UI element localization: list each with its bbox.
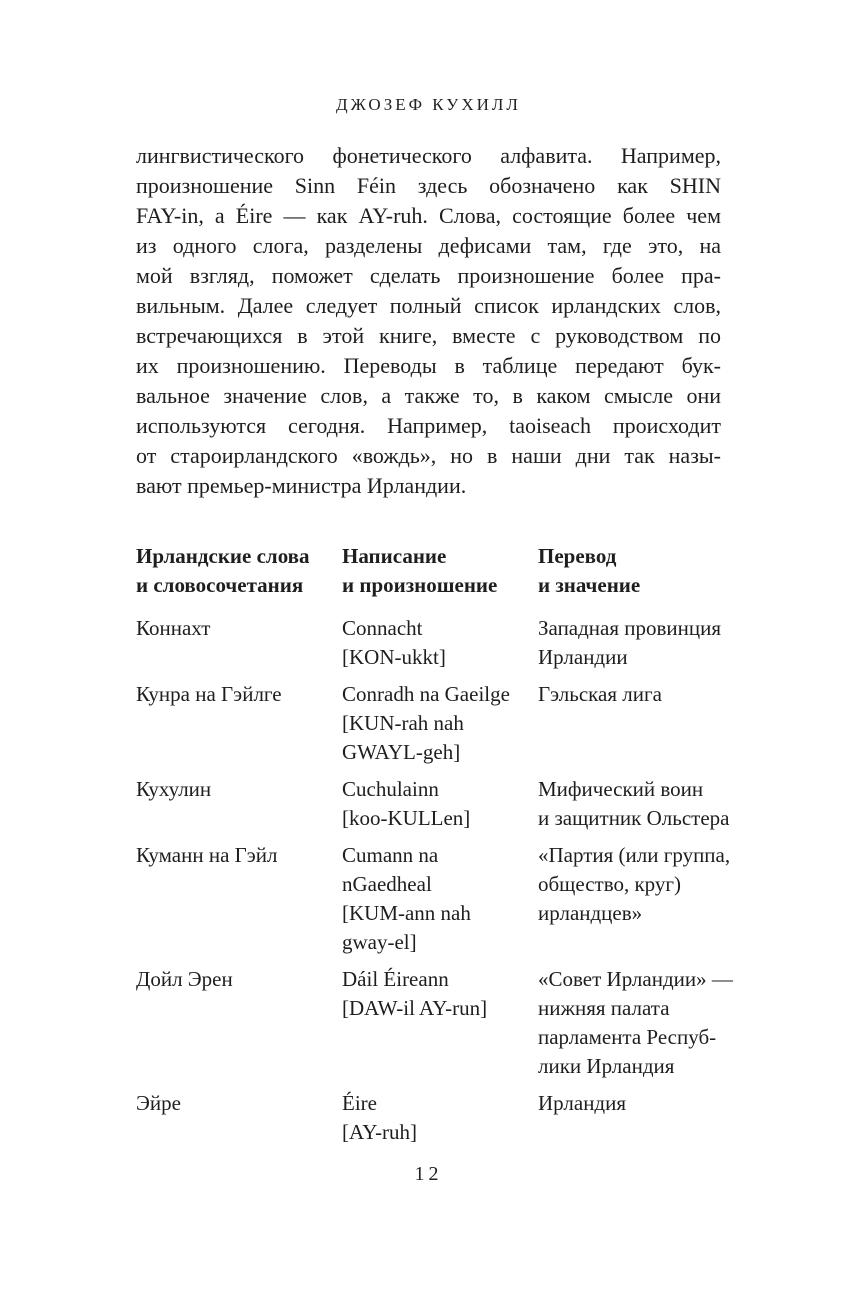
- cell-line: Кунра на Гэйлге: [136, 682, 282, 706]
- paragraph-line: их произношению. Переводы в таблице передают бук-: [136, 353, 721, 378]
- cell-line: [koo-KULLen]: [342, 806, 471, 830]
- page-number: 12: [414, 1163, 443, 1185]
- cell-line: Cuchulainn: [342, 777, 439, 801]
- cell-line: Ирландские слова: [136, 544, 310, 568]
- cell-line: «Партия (или группа,: [538, 843, 731, 867]
- cell-line: лики Ирландия: [538, 1054, 675, 1078]
- cell-line: Conradh na Gaeilge: [342, 682, 510, 706]
- cell-line: Éire: [342, 1091, 377, 1115]
- cell-line: GWAYL-geh]: [342, 740, 461, 764]
- term-cell: [136, 775, 342, 833]
- cell-line: нижняя палата: [538, 996, 670, 1020]
- paragraph-line: вальное значение слов, а также то, в каком смысле они: [136, 383, 721, 408]
- running-head: ДЖОЗЕФ КУХИЛЛ: [336, 95, 521, 114]
- cell-line: Написание: [342, 544, 447, 568]
- cell-line: «Совет Ирландии» —: [538, 967, 733, 991]
- paragraph-line: используются сегодня. Например, taoiseach происходит: [136, 413, 721, 438]
- cell-line: парламента Респуб-: [538, 1025, 717, 1049]
- paragraph-line: мой взгляд, поможет сделать произношение более пра-: [136, 263, 721, 288]
- table-row: [136, 614, 736, 672]
- meaning-cell: [538, 680, 736, 767]
- spelling-cell: [342, 841, 538, 957]
- cell-line: Кухулин: [136, 777, 212, 801]
- cell-line: Connacht: [342, 616, 423, 640]
- table-row: [136, 1089, 736, 1147]
- table-header-row: [136, 542, 736, 600]
- meaning-cell: [538, 614, 736, 672]
- cell-line: Эйре: [136, 1091, 181, 1115]
- cell-line: и произношение: [342, 573, 498, 597]
- spelling-cell: [342, 775, 538, 833]
- table-row: [136, 841, 736, 957]
- cell-line: Ирландии: [538, 645, 628, 669]
- header-cell-spelling: [342, 542, 538, 600]
- paragraph-line: из одного слога, разделены дефисами там, где это, на: [136, 233, 721, 258]
- term-cell: [136, 841, 342, 957]
- cell-line: и значение: [538, 573, 641, 597]
- meaning-cell: [538, 1089, 736, 1147]
- cell-line: Дойл Эрен: [136, 967, 233, 991]
- cell-line: Западная провинция: [538, 616, 722, 640]
- spelling-cell: [342, 614, 538, 672]
- meaning-cell: [538, 775, 736, 833]
- cell-line: Ирландия: [538, 1091, 627, 1115]
- cell-line: [KUM-ann nah: [342, 901, 471, 925]
- cell-line: Dáil Éireann: [342, 967, 449, 991]
- table-row: [136, 775, 736, 833]
- header-cell-irish-words: [136, 542, 342, 600]
- body-paragraph: [136, 141, 721, 501]
- paragraph-line: вильным. Далее следует полный список ирландских слов,: [136, 293, 721, 318]
- cell-line: [AY-ruh]: [342, 1120, 418, 1144]
- cell-line: gway-el]: [342, 930, 417, 954]
- cell-line: Куманн на Гэйл: [136, 843, 278, 867]
- paragraph-line: лингвистического фонетического алфавита. Например,: [136, 143, 721, 168]
- cell-line: Cumann na: [342, 843, 439, 867]
- paragraph-line: встречающихся в этой книге, вместе с руководством по: [136, 323, 721, 348]
- cell-line: общество, круг): [538, 872, 682, 896]
- cell-line: Перевод: [538, 544, 617, 568]
- cell-line: Коннахт: [136, 616, 211, 640]
- cell-line: nGaedheal: [342, 872, 432, 896]
- cell-line: [KON-ukkt]: [342, 645, 446, 669]
- paragraph-line: вают премьер-министра Ирландии.: [136, 473, 467, 498]
- meaning-cell: [538, 841, 736, 957]
- term-cell: [136, 965, 342, 1081]
- term-cell: [136, 1089, 342, 1147]
- cell-line: Мифический воин: [538, 777, 704, 801]
- cell-line: [KUN-rah nah: [342, 711, 464, 735]
- term-cell: [136, 680, 342, 767]
- cell-line: и словосочетания: [136, 573, 304, 597]
- spelling-cell: [342, 1089, 538, 1147]
- header-cell-meaning: [538, 542, 736, 600]
- term-cell: [136, 614, 342, 672]
- paragraph-line: от староирландского «вождь», но в наши дни так назы-: [136, 443, 721, 468]
- cell-line: ирландцев»: [538, 901, 643, 925]
- cell-line: [DAW-il AY-run]: [342, 996, 488, 1020]
- cell-line: и защитник Ольстера: [538, 806, 730, 830]
- meaning-cell: [538, 965, 736, 1081]
- spelling-cell: [342, 965, 538, 1081]
- paragraph-line: произношение Sinn Féin здесь обозначено как SHIN: [136, 173, 721, 198]
- paragraph-line: FAY-in, а Éire — как AY-ruh. Слова, состоящие более чем: [136, 203, 721, 228]
- cell-line: Гэльская лига: [538, 682, 662, 706]
- glossary-table: [136, 542, 736, 1155]
- table-row: [136, 965, 736, 1081]
- table-row: [136, 680, 736, 767]
- spelling-cell: [342, 680, 538, 767]
